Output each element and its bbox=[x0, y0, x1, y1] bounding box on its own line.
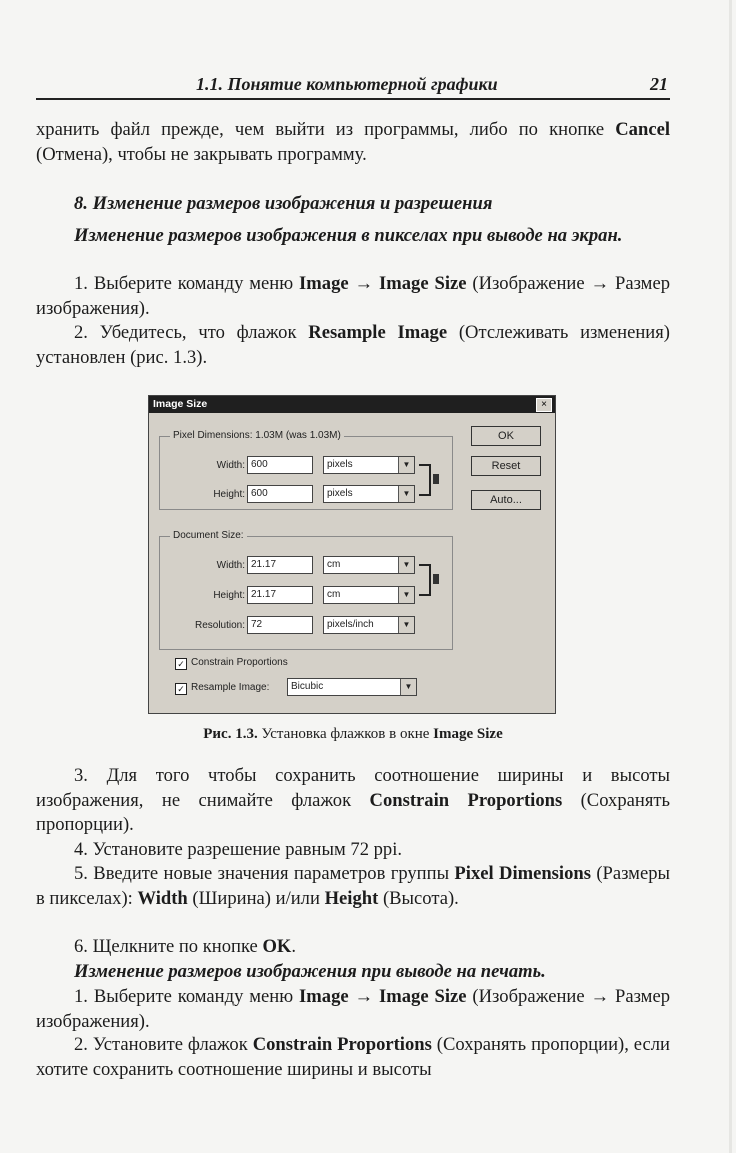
resolution-unit-select[interactable] bbox=[323, 616, 415, 634]
lock-icon bbox=[433, 574, 439, 584]
doc-width-input[interactable]: 21.17 bbox=[247, 556, 313, 574]
intro-rest: (Отмена), чтобы не закрывать программу. bbox=[36, 143, 367, 165]
step-a2 bbox=[36, 321, 670, 370]
chevron-down-icon: ▼ bbox=[400, 679, 416, 695]
field-term: Width bbox=[137, 887, 188, 909]
step-text: (Ширина) и/или bbox=[187, 887, 325, 909]
section-heading: 8. Изменение размеров изображения и разрешения bbox=[74, 193, 493, 214]
step-text: 5. Введите новые значения параметров группы bbox=[74, 863, 455, 884]
doc-height-label: Height: bbox=[213, 590, 245, 601]
step-text: (Сохранять пропорции), если хотите сохранить соотношение ширины и высоты bbox=[36, 1034, 670, 1080]
chevron-down-icon: ▼ bbox=[398, 557, 414, 573]
subheading-print: Изменение размеров изображения при выводе на печать. bbox=[74, 961, 546, 982]
chevron-down-icon: ▼ bbox=[398, 587, 414, 603]
caption-text: Установка флажков в окне bbox=[257, 726, 434, 742]
arrow-text: → bbox=[348, 273, 380, 294]
px-width-unit-select[interactable] bbox=[323, 456, 415, 474]
step-c1 bbox=[36, 985, 670, 1034]
chevron-down-icon: ▼ bbox=[398, 617, 414, 633]
document-size-label: Document Size: bbox=[170, 530, 247, 541]
step-b5 bbox=[36, 862, 670, 911]
close-icon[interactable]: × bbox=[536, 398, 552, 412]
figure-caption bbox=[36, 726, 670, 743]
page-number: 21 bbox=[650, 74, 668, 94]
constrain-proportions-checkbox[interactable]: ✓ bbox=[175, 658, 187, 670]
step-text: 1. Выберите команду меню bbox=[74, 986, 300, 1007]
step-text: (Изображение → Размер изображения). bbox=[36, 273, 671, 319]
step-text: 6. Щелкните по кнопке bbox=[74, 936, 263, 957]
px-height-input[interactable]: 600 bbox=[247, 485, 313, 503]
lock-icon bbox=[433, 474, 439, 484]
chain-link-icon bbox=[419, 464, 431, 496]
unit-value: cm bbox=[327, 589, 341, 600]
step-text: (Изображение → Размер изображения). bbox=[36, 986, 671, 1032]
resample-image-label: Resample Image: bbox=[191, 682, 270, 693]
image-size-dialog bbox=[148, 395, 556, 714]
pixel-dimensions-label: Pixel Dimensions: 1.03M (was 1.03M) bbox=[170, 430, 344, 441]
constrain-proportions-label: Constrain Proportions bbox=[191, 657, 288, 668]
step-b3 bbox=[36, 764, 670, 838]
arrow-text: → bbox=[348, 986, 380, 1007]
menu-term: Image Size bbox=[379, 273, 467, 294]
group-term: Pixel Dimensions bbox=[454, 863, 591, 884]
px-width-label: Width: bbox=[216, 460, 245, 471]
checkbox-term: Constrain Proportions bbox=[252, 1034, 432, 1055]
running-header bbox=[36, 74, 670, 100]
px-height-label: Height: bbox=[213, 489, 245, 500]
chevron-down-icon: ▼ bbox=[398, 486, 414, 502]
checkbox-term: Constrain Proportions bbox=[369, 789, 563, 811]
auto-button[interactable]: Auto... bbox=[471, 490, 541, 510]
dialog-titlebar bbox=[149, 396, 555, 413]
unit-value: pixels bbox=[327, 488, 353, 499]
unit-value: cm bbox=[327, 559, 341, 570]
intro-paragraph bbox=[36, 118, 670, 167]
doc-height-input[interactable]: 21.17 bbox=[247, 586, 313, 604]
chevron-down-icon: ▼ bbox=[398, 457, 414, 473]
cancel-term: Cancel bbox=[615, 119, 670, 140]
step-text: (Отслеживать изменения) установлен (рис. 1.3). bbox=[36, 322, 670, 368]
menu-term: Image Size bbox=[379, 986, 467, 1007]
resolution-input[interactable]: 72 bbox=[247, 616, 313, 634]
step-text: 2. Установите флажок bbox=[74, 1034, 253, 1055]
px-width-input[interactable]: 600 bbox=[247, 456, 313, 474]
figure-number: Рис. 1.3. bbox=[203, 726, 258, 742]
field-term: Height bbox=[324, 887, 379, 909]
step-text: 1. Выберите команду меню bbox=[74, 273, 300, 294]
px-height-unit-select[interactable] bbox=[323, 485, 415, 503]
method-value: Bicubic bbox=[291, 681, 324, 692]
section-title: 1.1. Понятие компьютерной графики bbox=[196, 74, 498, 94]
step-c2 bbox=[36, 1033, 670, 1082]
doc-height-unit-select[interactable] bbox=[323, 586, 415, 604]
reset-button[interactable]: Reset bbox=[471, 456, 541, 476]
step-text: (Размеры в пикселах): bbox=[36, 863, 670, 909]
button-term: OK bbox=[262, 936, 292, 957]
caption-term: Image Size bbox=[433, 726, 503, 742]
step-a1 bbox=[36, 272, 670, 321]
checkbox-term: Resample Image bbox=[308, 322, 448, 343]
unit-value: pixels bbox=[327, 459, 353, 470]
doc-width-label: Width: bbox=[216, 560, 245, 571]
resolution-label: Resolution: bbox=[194, 620, 245, 631]
resample-method-select[interactable] bbox=[287, 678, 417, 696]
step-text: (Сохранять пропорции). bbox=[36, 789, 671, 835]
menu-term: Image bbox=[299, 273, 349, 294]
page-edge bbox=[729, 0, 732, 1153]
unit-value: pixels/inch bbox=[327, 619, 374, 630]
subheading-screen: Изменение размеров изображения в пикселах при выводе на экран. bbox=[74, 225, 623, 246]
ok-button[interactable]: OK bbox=[471, 426, 541, 446]
intro-line: хранить файл прежде, чем выйти из программы, либо по кнопке bbox=[36, 119, 605, 140]
menu-term: Image bbox=[299, 986, 349, 1007]
step-text: . bbox=[291, 936, 297, 957]
step-text: 2. Убедитесь, что флажок bbox=[74, 322, 309, 343]
step-b4: 4. Установите разрешение равным 72 ppi. bbox=[74, 839, 403, 860]
step-b6 bbox=[36, 935, 670, 960]
dialog-title: Image Size bbox=[153, 398, 208, 410]
resample-image-checkbox[interactable]: ✓ bbox=[175, 683, 187, 695]
step-text: (Высота). bbox=[378, 887, 459, 909]
doc-width-unit-select[interactable] bbox=[323, 556, 415, 574]
chain-link-icon bbox=[419, 564, 431, 596]
step-text: 3. Для того чтобы сохранить соотношение ширины и высоты изображения, не снимайте флажок bbox=[36, 765, 670, 811]
